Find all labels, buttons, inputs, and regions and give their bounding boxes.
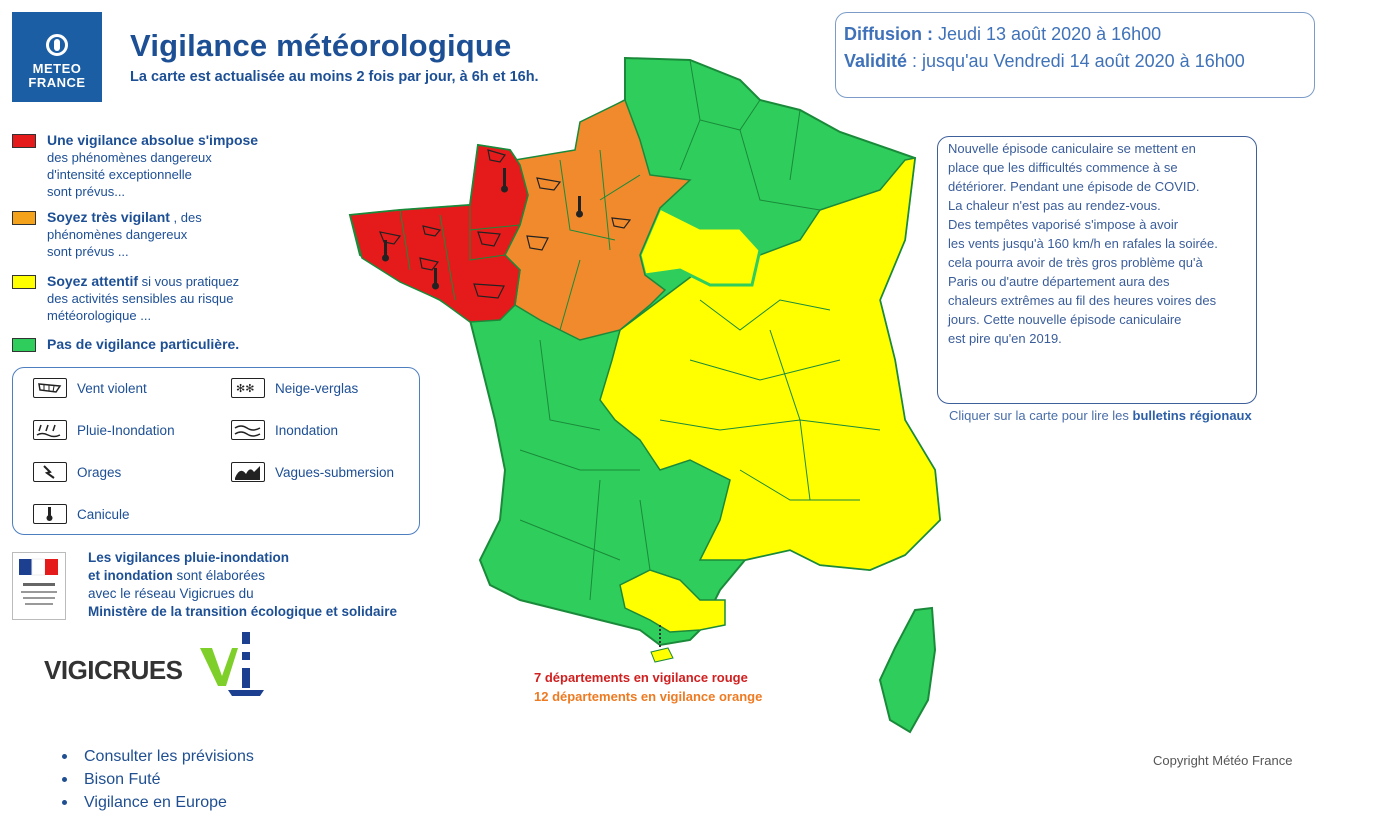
vigicrues-v-logo[interactable] — [198, 630, 268, 702]
red-region[interactable] — [350, 145, 528, 322]
link-vigilance-europe[interactable]: Vigilance en Europe — [62, 791, 254, 814]
heatwave-icon — [33, 504, 67, 524]
legend-yellow-title: Soyez attentif — [47, 273, 139, 289]
vigicrues-info: Les vigilances pluie-inondation et inondation sont élaborées avec le réseau Vigicrues du Ministère de la transition écologique et solidaire — [88, 550, 398, 619]
logo-mark-icon — [46, 34, 68, 56]
corsica[interactable] — [880, 608, 935, 732]
orange-swatch — [12, 211, 36, 225]
snow-ice-icon — [231, 378, 265, 398]
wave-icon — [231, 462, 265, 482]
vigicrues-logo[interactable]: VIGICRUES — [44, 655, 183, 685]
link-bison-fute[interactable]: Bison Futé — [62, 768, 254, 791]
storm-icon — [33, 462, 67, 482]
yellow-swatch — [12, 275, 36, 289]
validity-label: Validité — [844, 51, 908, 71]
phen-wind: Vent violent — [33, 378, 147, 400]
flood-icon — [231, 420, 265, 440]
bulletins-link[interactable]: bulletins régionaux — [1132, 408, 1252, 423]
legend-red-desc: des phénomènes dangereux d'intensité exceptionnelle sont prévus... — [47, 150, 212, 199]
page-title: Vigilance météorologique — [130, 28, 512, 63]
phen-snow: ✻✻ Neige-verglas — [231, 378, 358, 400]
copyright: Copyright Météo France — [1153, 753, 1293, 768]
rain-flood-icon — [33, 420, 67, 440]
republique-francaise-logo[interactable] — [12, 552, 66, 620]
logo-line1: METEO — [32, 61, 82, 76]
red-swatch — [12, 134, 36, 148]
legend-green — [12, 336, 302, 353]
diffusion-value: Jeudi 13 août 2020 à 16h00 — [932, 24, 1162, 44]
diffusion-label: Diffusion : — [844, 24, 933, 44]
red-count: 7 départements en vigilance rouge — [534, 670, 748, 685]
phen-flood: Inondation — [231, 420, 338, 442]
andorra[interactable] — [651, 648, 673, 662]
svg-text:✻✻: ✻✻ — [236, 383, 255, 395]
phen-heat: Canicule — [33, 504, 130, 526]
legend-yellow: Soyez attentif si vous pratiquez des activités sensibles au risque météorologique ... — [12, 273, 302, 324]
legend-green-title: Pas de vigilance particulière. — [47, 336, 240, 352]
link-previsions[interactable]: Consulter les prévisions — [62, 745, 254, 768]
phen-storm: Orages — [33, 462, 121, 484]
legend-orange-title: Soyez très vigilant — [47, 209, 170, 225]
news-note: Nouvelle épisode caniculaire se mettent en place que les difficultés commence à se détériorer. Pendant une épisode de COVID. La chaleur n'est pas au rendez-vous. Des tempêtes vaporisé s'impose à avoir les vents jusqu'à 160 km/h en rafales la soirée. cela pourra avoir de très gros problème qu'à Paris ou d'autre département aura des chaleurs extrêmes au fil des heures voires des jours. Cette nouvelle épisode caniculaire est pire qu'en 2019. — [937, 136, 1257, 404]
green-swatch — [12, 338, 36, 352]
page-subtitle: La carte est actualisée au moins 2 fois par jour, à 6h et 16h. — [130, 69, 539, 85]
wind-icon — [33, 378, 67, 398]
validity-value: : jusqu'au Vendredi 14 août 2020 à 16h00 — [907, 51, 1245, 71]
click-prompt: Cliquer sur la carte pour lire les bulletins régionaux — [949, 408, 1252, 423]
logo-line2: FRANCE — [28, 75, 86, 90]
links-list — [62, 745, 254, 814]
phen-wave: Vagues-submersion — [231, 462, 394, 484]
legend-red — [12, 132, 302, 200]
orange-count: 12 départements en vigilance orange — [534, 689, 763, 704]
legend-orange: Soyez très vigilant , des phénomènes dangereux sont prévus ... — [12, 209, 302, 260]
phen-rain: Pluie-Inondation — [33, 420, 175, 442]
france-vigilance-map[interactable] — [340, 45, 945, 745]
meteo-france-logo[interactable] — [12, 12, 102, 102]
legend-red-title: Une vigilance absolue s'impose — [47, 132, 259, 148]
